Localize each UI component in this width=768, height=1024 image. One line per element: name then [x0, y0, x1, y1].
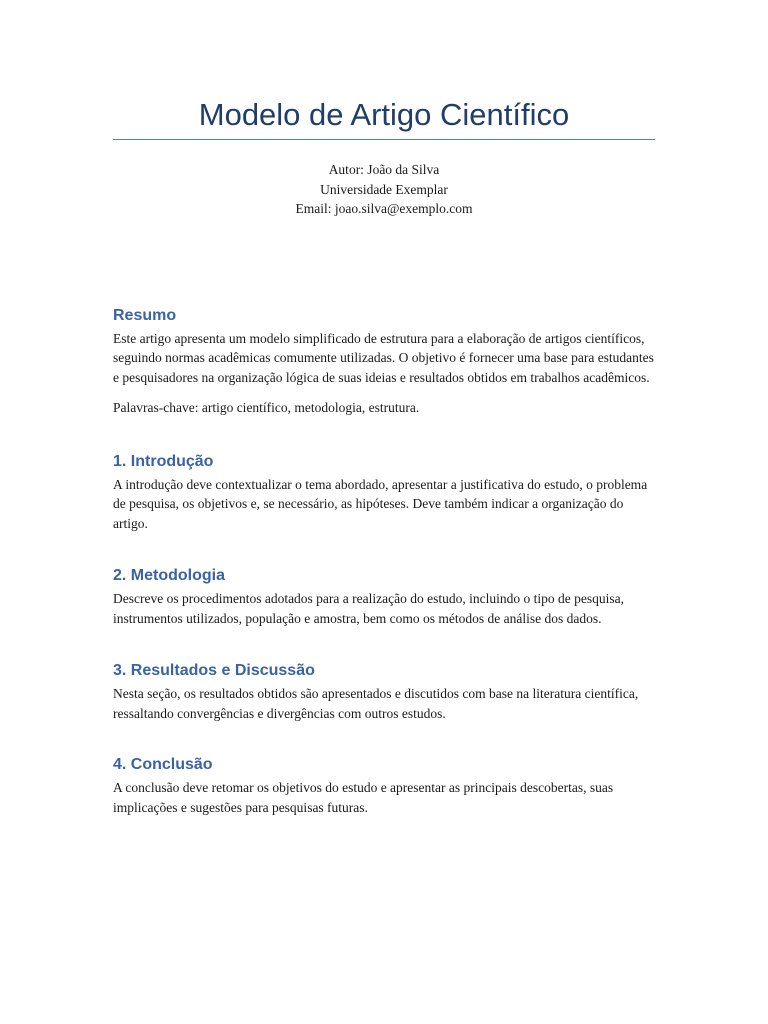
author-name: Autor: João da Silva — [328, 162, 440, 177]
section-results — [113, 661, 655, 723]
document-title: Modelo de Artigo Científico — [198, 97, 570, 132]
section-conclusion — [113, 755, 655, 817]
section-methodology — [113, 566, 655, 628]
section-heading: 2. Metodologia — [113, 567, 225, 584]
author-email: Email: joao.silva@exemplo.com — [295, 201, 473, 216]
section-heading: 1. Introdução — [113, 452, 214, 470]
abstract-text: Este artigo apresenta um modelo simplificado de estrutura para a elaboração de artigos científicos, seguindo normas acadêmicas comumente utilizadas. O objetivo é fornecer uma base para estudantes e pesquisadores na organização lógica de suas ideias e resultados obtidos em trabalhos acadêmicos. — [113, 330, 654, 385]
section-text: Descreve os procedimentos adotados para a realização do estudo, incluindo o tipo de pesquisa, instrumentos utilizados, população e amostra, bem como os métodos de análise dos dados. — [113, 591, 624, 626]
section-introduction — [113, 452, 655, 534]
section-text: A conclusão deve retomar os objetivos do estudo e apresentar as principais descobertas, suas implicações e sugestões para pesquisas futuras. — [113, 780, 614, 815]
section-text: Nesta seção, os resultados obtidos são apresentados e discutidos com base na literatura científica, ressaltando convergências e divergências com outros estudos. — [113, 686, 639, 721]
section-text: A introdução deve contextualizar o tema abordado, apresentar a justificativa do estudo, o problema de pesquisa, os objetivos e, se necessário, as hipóteses. Deve também indicar a organização do artigo. — [113, 476, 648, 531]
author-block — [113, 160, 655, 219]
abstract-heading: Resumo — [113, 306, 177, 324]
section-heading: 4. Conclusão — [113, 756, 213, 773]
title-underline — [113, 139, 655, 140]
section-heading: 3. Resultados e Discussão — [113, 662, 315, 679]
author-institution: Universidade Exemplar — [320, 181, 448, 197]
keywords: Palavras-chave: artigo científico, metodologia, estrutura. — [113, 400, 420, 415]
